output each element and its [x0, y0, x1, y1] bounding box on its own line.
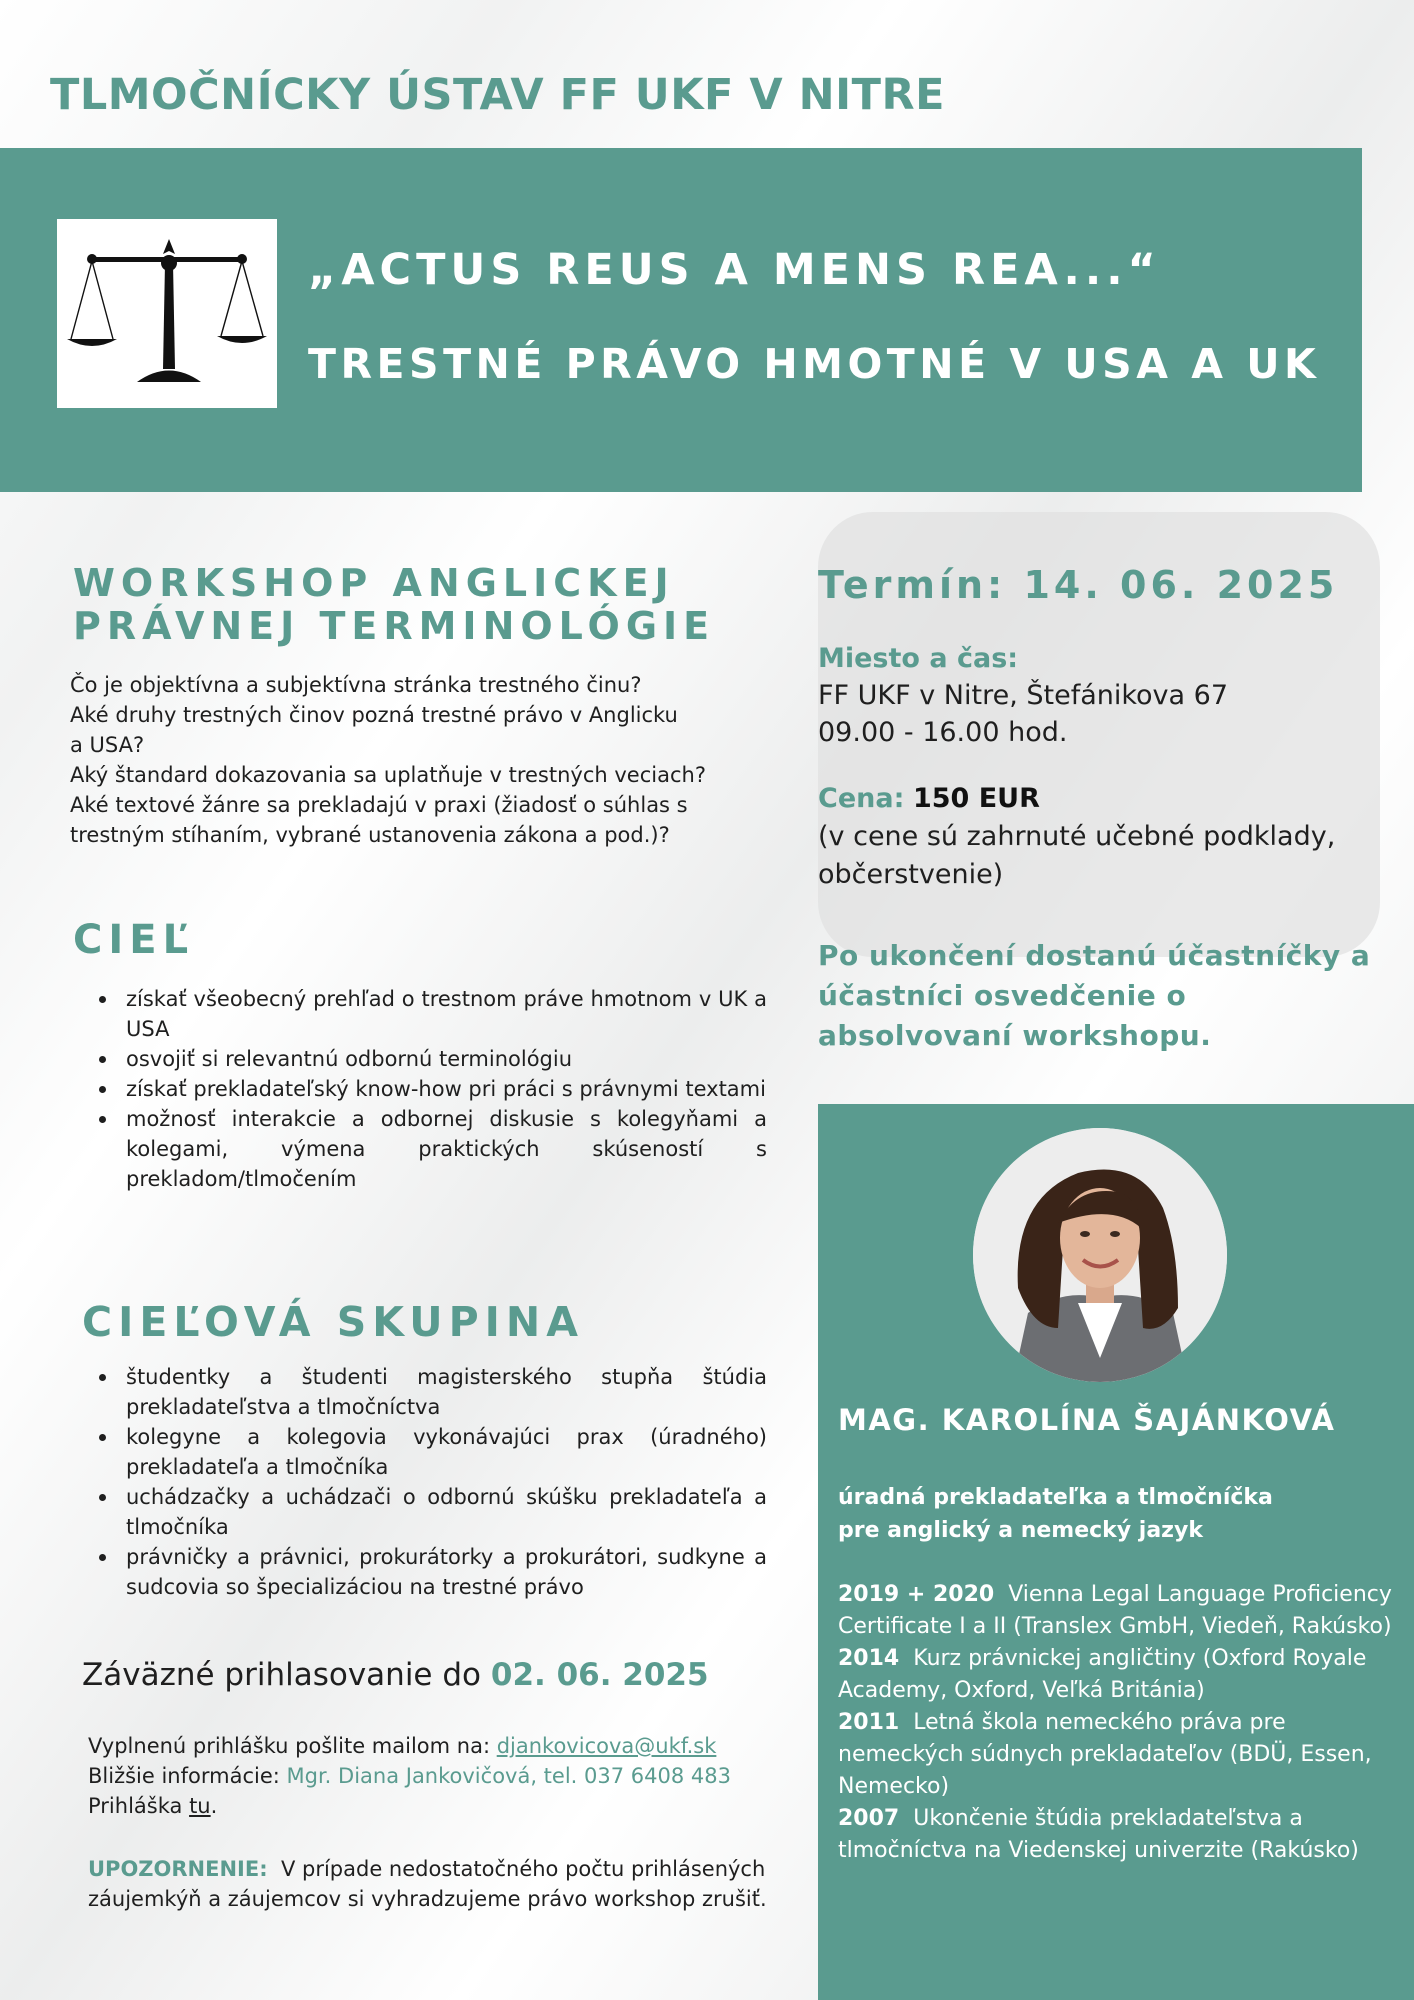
contact-block [88, 1731, 731, 1821]
place-address: FF UKF v Nitre, Štefánikova 67 [818, 680, 1229, 711]
workshop-heading-line1: WORKSHOP ANGLICKEJ [73, 561, 675, 605]
cv-text: Ukončenie štúdia prekladateľstva a tlmočníctva na Viedenskej univerzite (Rakúsko) [838, 1806, 1359, 1863]
cv-entry [838, 1803, 1398, 1867]
cv-entry [838, 1643, 1398, 1707]
cv-year: 2011 [838, 1710, 900, 1735]
list-item: získať všeobecný prehľad o trestnom práve hmotnom v UK a USA [83, 984, 767, 1044]
workshop-heading-line2: PRÁVNEJ TERMINOLÓGIE [73, 604, 716, 648]
price-label: Cena: [818, 783, 905, 814]
cv-entry [838, 1579, 1398, 1643]
event-subtitle: TRESTNÉ PRÁVO HMOTNÉ V USA A UK [308, 340, 1321, 388]
scales-of-justice-icon [57, 219, 277, 408]
place-time: 09.00 - 16.00 hod. [818, 717, 1068, 748]
warning-label: UPOZORNENIE: [88, 1857, 268, 1881]
info-contact: Mgr. Diana Jankovičová, tel. 037 6408 483 [286, 1764, 731, 1788]
price-block [818, 780, 1335, 894]
list-item: uchádzačky a uchádzači o odbornú skúšku prekladateľa a tlmočníka [83, 1482, 767, 1542]
warning-note [88, 1854, 808, 1914]
list-item: právničky a právnici, prokurátorky a prokurátori, sudkyne a sudcovia so špecializáciou na trestné právo [83, 1542, 767, 1602]
lecturer-name: MAG. KAROLÍNA ŠAJÁNKOVÁ [838, 1403, 1336, 1437]
registration-deadline [82, 1657, 709, 1693]
form-label: Prihláška [88, 1794, 183, 1818]
cv-entry [838, 1707, 1398, 1803]
cv-year: 2007 [838, 1806, 900, 1831]
deadline-label: Záväzné prihlasovanie do [82, 1657, 482, 1693]
question-line: trestným stíhaním, vybrané ustanovenia zákona a pod.)? [70, 823, 670, 847]
cv-text: Vienna Legal Language Proficiency Certificate I a II (Translex GmbH, Viedeň, Rakúsko) [838, 1582, 1392, 1639]
warning-text: V prípade nedostatočného počtu prihlásených záujemkýň a záujemcov si vyhradzujeme právo workshop zrušiť. [88, 1857, 767, 1911]
price-note-line2: občerstvenie) [818, 859, 1004, 890]
list-item: získať prekladateľský know-how pri práci s právnymi textami [83, 1074, 767, 1104]
cv-text: Letná škola nemeckého práva pre nemeckých súdnych prekladateľov (BDÜ, Essen, Nemecko) [838, 1710, 1372, 1799]
avatar [973, 1128, 1227, 1382]
price-value: 150 EUR [912, 783, 1040, 814]
goal-heading: CIEĽ [73, 917, 195, 963]
logo [57, 219, 277, 408]
goal-list [83, 984, 767, 1194]
email-link[interactable]: djankovicova@ukf.sk [496, 1734, 717, 1758]
send-label: Vyplnenú prihlášku pošlite mailom na: [88, 1734, 491, 1758]
workshop-heading [73, 562, 715, 648]
list-item: osvojiť si relevantnú odbornú terminológiu [83, 1044, 767, 1074]
workshop-questions [70, 670, 770, 850]
cv-year: 2019 + 2020 [838, 1582, 995, 1607]
list-item: kolegyne a kolegovia vykonávajúci prax (úradného) prekladateľa a tlmočníka [83, 1422, 767, 1482]
target-group-heading: CIEĽOVÁ SKUPINA [82, 1298, 584, 1346]
event-date: Termín: 14. 06. 2025 [818, 563, 1339, 607]
place-block [818, 640, 1228, 751]
institute-title: TLMOČNÍCKY ÚSTAV FF UKF V NITRE [50, 70, 945, 120]
place-label: Miesto a čas: [818, 643, 1019, 674]
lecturer-photo [973, 1128, 1227, 1382]
lecturer-role-line2: pre anglický a nemecký jazyk [838, 1518, 1203, 1543]
price-note-line1: (v cene sú zahrnuté učebné podklady, [818, 821, 1336, 852]
question-line: Aký štandard dokazovania sa uplatňuje v trestných veciach? [70, 763, 706, 787]
lecturer-role [838, 1481, 1273, 1547]
target-group-list [83, 1362, 767, 1602]
info-label: Bližšie informácie: [88, 1764, 280, 1788]
cv-year: 2014 [838, 1646, 900, 1671]
lecturer-cv [838, 1579, 1398, 1867]
form-suffix: . [210, 1794, 218, 1818]
certificate-note: Po ukončení dostanú účastníčky a účastníci osvedčenie o absolvovaní workshopu. [818, 939, 1371, 1052]
question-line: a USA? [70, 733, 145, 757]
lecturer-role-line1: úradná prekladateľka a tlmočníčka [838, 1485, 1273, 1510]
cv-text: Kurz právnickej angličtiny (Oxford Royale Academy, Oxford, Veľká Británia) [838, 1646, 1367, 1703]
list-item: študentky a študenti magisterského stupňa štúdia prekladateľstva a tlmočníctva [83, 1362, 767, 1422]
list-item: možnosť interakcie a odbornej diskusie s kolegyňami a kolegami, výmena praktických skúseností s prekladom/tlmočením [83, 1104, 767, 1194]
question-line: Aké textové žánre sa prekladajú v praxi (žiadosť o súhlas s [70, 793, 688, 817]
question-line: Aké druhy trestných činov pozná trestné právo v Anglicku [70, 703, 678, 727]
event-title: „ACTUS REUS A MENS REA...“ [308, 245, 1161, 295]
registration-form-link[interactable]: tu [189, 1794, 211, 1818]
deadline-date: 02. 06. 2025 [490, 1657, 709, 1693]
question-line: Čo je objektívna a subjektívna stránka trestného činu? [70, 673, 642, 697]
